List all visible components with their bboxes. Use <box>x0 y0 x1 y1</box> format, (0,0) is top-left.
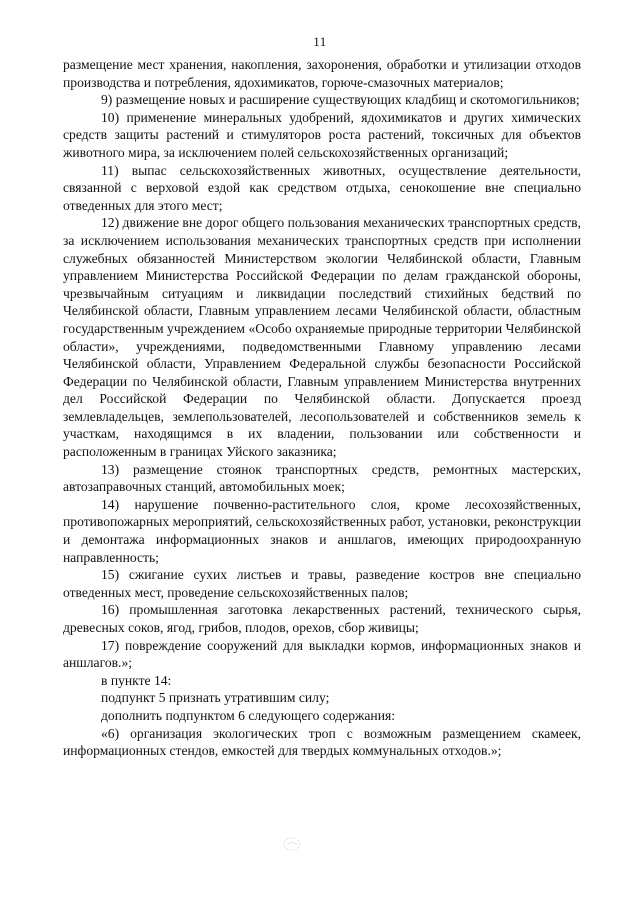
ink-mark-icon <box>282 836 302 852</box>
paragraph-item-11: 11) выпас сельскохозяйственных животных, осуществление деятельности, связанной с верховой ездой как средством отдыха, сенокошение вне специально отведенных для этого мест; <box>63 162 581 213</box>
page-number: 11 <box>313 34 327 49</box>
paragraph-waste-placement: размещение мест хранения, накопления, захоронения, обработки и утилизации отходов производства и потребления, ядохимикатов, горюче-смазочных материалов; <box>63 57 581 90</box>
paragraph-point-14: в пункте 14: <box>101 672 172 688</box>
document-body <box>63 56 581 760</box>
paragraph-item-12: 12) движение вне дорог общего пользования механических транспортных средств, за исключением использования механических транспортных средств при исполнении служебных обязанностей Министерством экологии Челябинской области, Главным управлением Министерства Российской Федерации по делам гражданской обороны, чрезвычайным ситуациям и ликвидации последствий стихийных бедствий по Челябинской области, Главным управлением лесами Челябинской области, областным государственным учреждением «Особо охраняемые природные территории Челябинской области», учреждениями, подведомственными Главному управлению лесами Челябинской области, Управлением Федеральной службы безопасности Российской Федерации по Челябинской области, Главным управлением Министерства внутренних дел Российской Федерации по Челябинской области. Допускается проезд землевладельцев, землепользователей, лесопользователей и собственников земель к участкам, находящимся в их владении, пользовании или собственности и расположенным в границах Уйского заказника; <box>63 215 581 460</box>
paragraph-item-10: 10) применение минеральных удобрений, ядохимикатов и других химических средств защиты растений и стимуляторов роста растений, токсичных для объектов животного мира, за исключением полей сельскохозяйственных организаций; <box>63 109 581 160</box>
paragraph-subpoint-6-text: «6) организация экологических троп с возможным размещением скамеек, информационных стендов, емкостей для твердых коммунальных отходов.»; <box>63 725 581 759</box>
paragraph-item-13: 13) размещение стоянок транспортных средств, ремонтных мастерских, автозаправочных станций, автомобильных моек; <box>63 461 581 495</box>
paragraph-add-subpoint-6: дополнить подпунктом 6 следующего содержания: <box>101 707 396 723</box>
paragraph-subpoint-5-void: подпункт 5 признать утратившим силу; <box>101 690 330 706</box>
paragraph-item-16: 16) промышленная заготовка лекарственных растений, технического сырья, древесных соков, ягод, грибов, плодов, орехов, сбор живицы; <box>63 602 581 635</box>
paragraph-item-9: 9) размещение новых и расширение существующих кладбищ и скотомогильников; <box>101 92 580 108</box>
paragraph-item-15: 15) сжигание сухих листьев и травы, разведение костров вне специально отведенных мест, проведение сельскохозяйственных палов; <box>63 567 581 600</box>
paragraph-item-14: 14) нарушение почвенно-растительного слоя, кроме лесохозяйственных, противопожарных мероприятий, сельскохозяйственных работ, установки, реконструкции и демонтажа информационных знаков и аншлагов, имеющих природоохранную направленность; <box>63 496 581 565</box>
paragraph-item-17: 17) повреждение сооружений для выкладки кормов, информационных знаков и аншлагов.»; <box>63 637 581 671</box>
